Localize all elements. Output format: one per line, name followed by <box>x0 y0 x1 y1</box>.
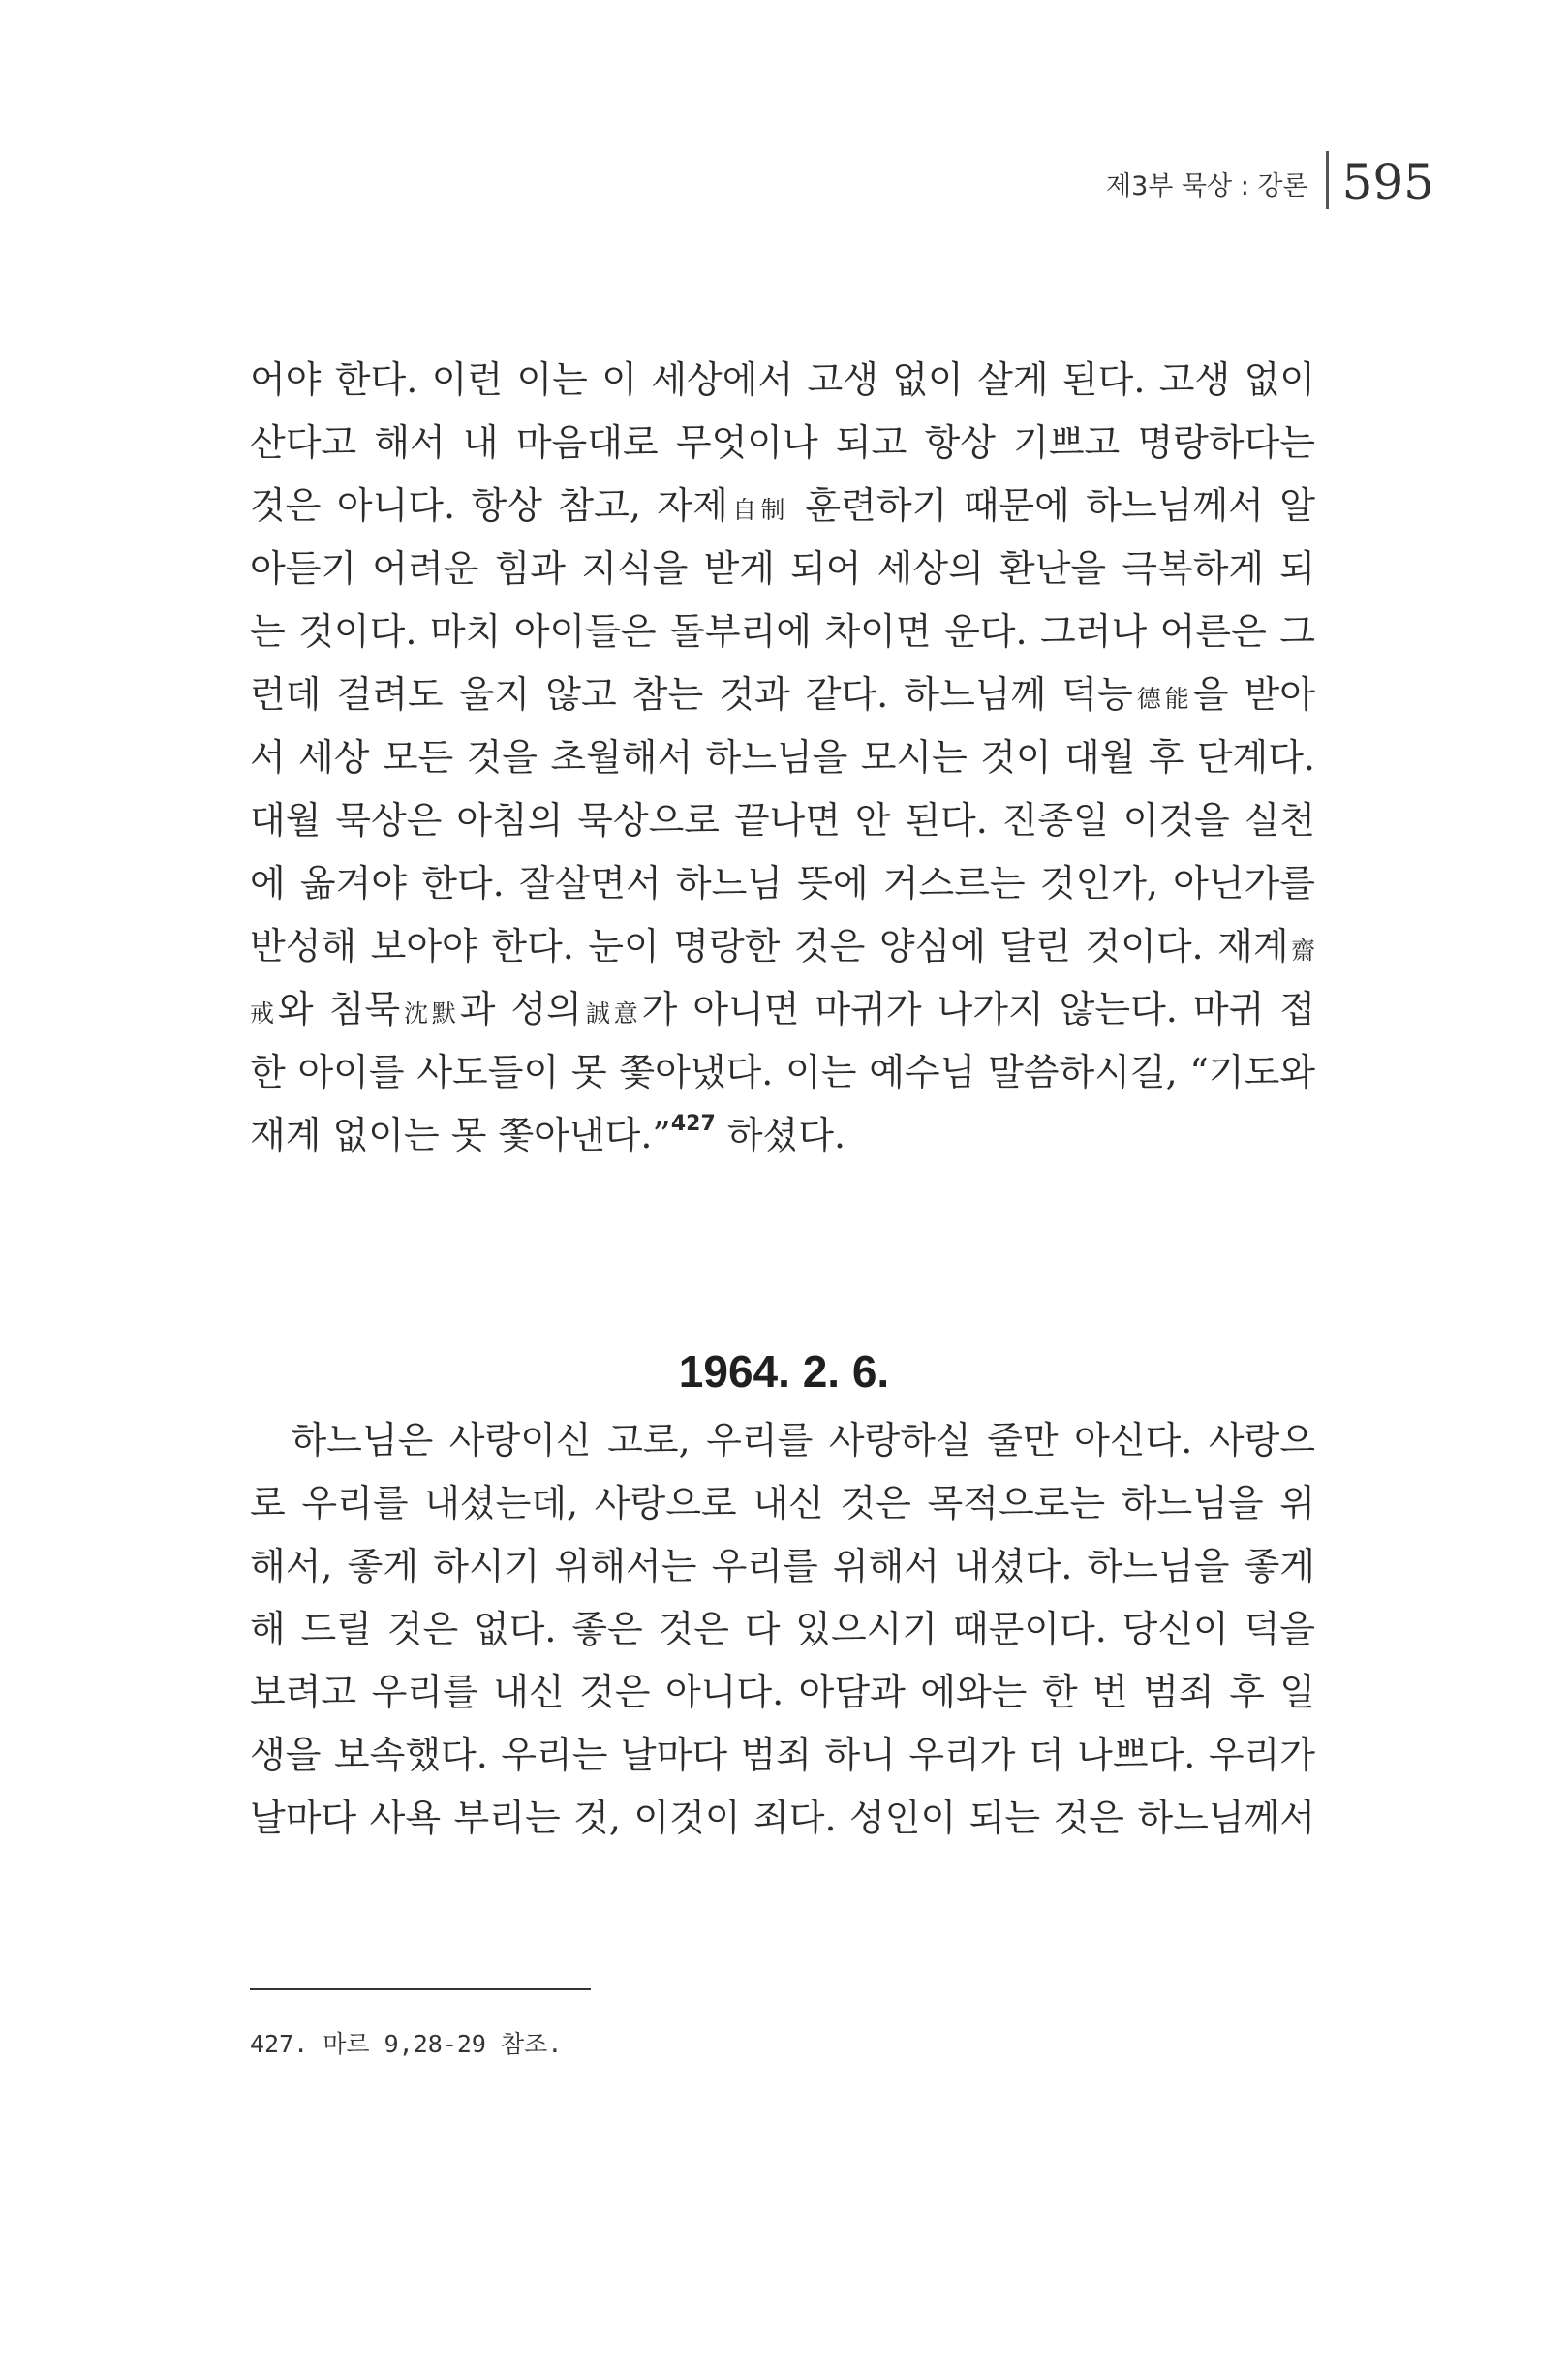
chapter-title: 제3부 묵상 : 강론 <box>1106 170 1308 201</box>
footnote: 427. 마르 9,28-29 참조. <box>250 2030 563 2058</box>
text-line: 戒와 침묵沈默과 성의誠意가 아니면 마귀가 나가지 않는다. 마귀 접 <box>250 988 1315 1030</box>
hanja-annotation: 德能 <box>1132 685 1193 713</box>
text-line: 대월 묵상은 아침의 묵상으로 끝나면 안 된다. 진종일 이것을 실천 <box>250 799 1315 842</box>
text-line: 것은 아니다. 항상 참고, 자제自制 훈련하기 때문에 하느님께서 알 <box>250 484 1315 527</box>
text-line: 런데 걸려도 울지 않고 참는 것과 같다. 하느님께 덕능德能을 받아 <box>250 673 1315 716</box>
text-line: 생을 보속했다. 우리는 날마다 범죄 하니 우리가 더 나쁘다. 우리가 <box>250 1734 1315 1776</box>
paragraph-1 <box>250 349 1315 1167</box>
text-line: 산다고 해서 내 마음대로 무엇이나 되고 항상 기쁘고 명랑하다는 <box>250 421 1315 464</box>
text-line: 해 드릴 것은 없다. 좋은 것은 다 있으시기 때문이다. 당신이 덕을 <box>250 1608 1315 1650</box>
text-line: 한 아이를 사도들이 못 쫓아냈다. 이는 예수님 말씀하시길, “기도와 <box>250 1051 1315 1093</box>
hanja-annotation: 戒 <box>250 999 278 1028</box>
text-line: 에 옮겨야 한다. 잘살면서 하느님 뜻에 거스르는 것인가, 아닌가를 <box>250 862 1315 905</box>
section-date-heading: 1964. 2. 6. <box>678 1346 890 1397</box>
hanja-annotation: 誠意 <box>581 999 642 1028</box>
page-number: 595 <box>1341 154 1434 210</box>
running-header <box>1106 145 1434 215</box>
text-line: 는 것이다. 마치 아이들은 돌부리에 차이면 운다. 그러나 어른은 그 <box>250 610 1315 653</box>
text-line: 아듣기 어려운 힘과 지식을 받게 되어 세상의 환난을 극복하게 되 <box>250 547 1315 590</box>
footnote-divider <box>250 1988 591 1990</box>
hanja-annotation: 沈默 <box>400 999 460 1028</box>
hanja-annotation: 齋 <box>1288 937 1315 965</box>
text-line: 날마다 사욕 부리는 것, 이것이 죄다. 성인이 되는 것은 하느님께서 <box>250 1797 1315 1839</box>
text-line: 보려고 우리를 내신 것은 아니다. 아담과 에와는 한 번 범죄 후 일 <box>250 1671 1315 1713</box>
footnote-marker: 427 <box>670 1112 716 1136</box>
text-line: 반성해 보아야 한다. 눈이 명랑한 것은 양심에 달린 것이다. 재계齋 <box>250 925 1315 968</box>
paragraph-2 <box>250 1409 1315 1850</box>
text-line: 해서, 좋게 하시기 위해서는 우리를 위해서 내셨다. 하느님을 좋게 <box>250 1545 1315 1587</box>
header-divider <box>1326 151 1329 209</box>
text-line: 재계 없이는 못 쫓아낸다.”$^{427}$ 하셨다. <box>250 1112 846 1156</box>
hanja-annotation: 自制 <box>727 496 789 524</box>
text-line: 서 세상 모든 것을 초월해서 하느님을 모시는 것이 대월 후 단계다. <box>250 736 1315 779</box>
text-line: 하느님은 사랑이신 고로, 우리를 사랑하실 줄만 아신다. 사랑으 <box>250 1419 1315 1461</box>
text-line: 어야 한다. 이런 이는 이 세상에서 고생 없이 살게 된다. 고생 없이 <box>250 358 1315 401</box>
text-line: 로 우리를 내셨는데, 사랑으로 내신 것은 목적으로는 하느님을 위 <box>250 1482 1315 1524</box>
